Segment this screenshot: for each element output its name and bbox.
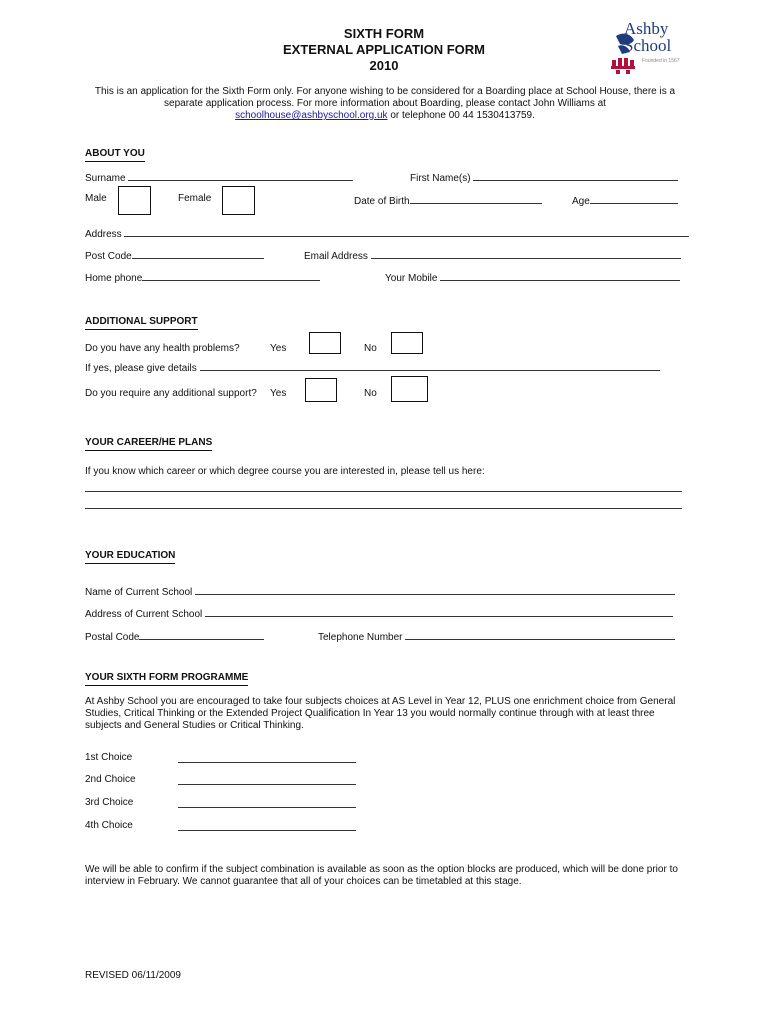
health-details-field[interactable] [200,360,660,371]
section-heading-programme: YOUR SIXTH FORM PROGRAMME [85,672,248,686]
email-field[interactable] [371,248,681,259]
health-question: Do you have any health problems? [85,343,240,354]
support-no-label: No [364,388,377,399]
health-details-label: If yes, please give details [85,360,660,375]
age-field[interactable] [590,193,678,204]
choice-4-field[interactable] [178,820,356,831]
programme-paragraph: At Ashby School you are encouraged to take four subjects choices at AS Level in Year 12, PLUS one enrichment choice from General Studies, Critical Thinking or the Extended Project Qualification In Year 13 you would normally continue through with at least three subjects and General Studies or Critical Thinking. [85,696,676,731]
intro-after-text: or telephone 00 44 1530413759. [387,110,535,121]
choice-3-field[interactable] [178,797,356,808]
health-yes-label: Yes [270,343,287,354]
school-name-label: Name of Current School [85,584,675,599]
surname-field[interactable] [128,170,353,181]
post-code-label: Post Code [85,248,264,263]
form-title-line2: EXTERNAL APPLICATION FORM [283,42,485,57]
section-heading-additional-support: ADDITIONAL SUPPORT [85,316,198,330]
home-phone-field[interactable] [142,270,320,281]
female-label: Female [178,193,212,204]
email-label: Email Address [304,248,681,263]
female-checkbox[interactable] [222,186,255,215]
age-label: Age [572,193,678,208]
dob-field[interactable] [410,193,542,204]
school-logo [590,12,690,72]
logo-tagline: Founded in 1567 [642,58,680,64]
choice-2-field[interactable] [178,774,356,785]
postal-code-field[interactable] [139,629,264,640]
school-address-label: Address of Current School [85,606,673,621]
logo-line1: Ashby [624,19,669,38]
health-no-checkbox[interactable] [391,332,423,354]
address-field[interactable] [124,226,689,237]
telephone-field[interactable] [405,629,675,640]
home-phone-label: Home phone [85,270,320,285]
section-heading-about-you: ABOUT YOU [85,148,145,162]
logo-line2: School [624,36,672,55]
career-line-2[interactable] [85,498,682,509]
school-address-field[interactable] [205,606,673,617]
form-year: 2010 [369,58,399,73]
health-no-label: No [364,343,377,354]
first-names-field[interactable] [473,170,678,181]
boarding-email-link[interactable]: schoolhouse@ashbyschool.org.uk [235,110,388,121]
support-question: Do you require any additional support? [85,388,257,399]
first-names-label: First Name(s) [410,170,678,185]
intro-text: This is an application for the Sixth Form only. For anyone wishing to be considered for a Boarding place at School House, there is a separate application process. For more information about Boarding, please contact John Williams at [94,86,676,109]
school-name-field[interactable] [195,584,675,595]
support-yes-label: Yes [270,388,287,399]
male-checkbox[interactable] [118,186,151,215]
career-prompt: If you know which career or which degree course you are interested in, please tell us here: [85,466,485,477]
dob-label: Date of Birth [354,193,542,208]
health-yes-checkbox[interactable] [309,332,341,354]
career-line-1[interactable] [85,481,682,492]
mobile-label: Your Mobile [385,270,680,285]
address-label: Address [85,226,689,241]
postal-code-label: Postal Code [85,629,264,644]
revised-date: REVISED 06/11/2009 [85,970,181,981]
programme-note: We will be able to confirm if the subject combination is available as soon as the option blocks are produced, which will be done prior to interview in February. We cannot guarantee that all of your choices can be timetabled at this stage. [85,864,678,887]
telephone-label: Telephone Number [318,629,675,644]
choice-1-field[interactable] [178,752,356,763]
intro-paragraph [80,86,690,122]
support-yes-checkbox[interactable] [305,378,337,402]
surname-label: Surname [85,170,353,185]
section-heading-career: YOUR CAREER/HE PLANS [85,437,212,451]
choice-3-label: 3rd Choice [85,797,134,808]
choice-4-label: 4th Choice [85,820,133,831]
support-no-checkbox[interactable] [391,376,428,402]
section-heading-education: YOUR EDUCATION [85,550,175,564]
form-title-line1: SIXTH FORM [343,26,425,41]
mobile-field[interactable] [440,270,680,281]
male-label: Male [85,193,107,204]
post-code-field[interactable] [132,248,264,259]
choice-2-label: 2nd Choice [85,774,136,785]
choice-1-label: 1st Choice [85,752,133,763]
